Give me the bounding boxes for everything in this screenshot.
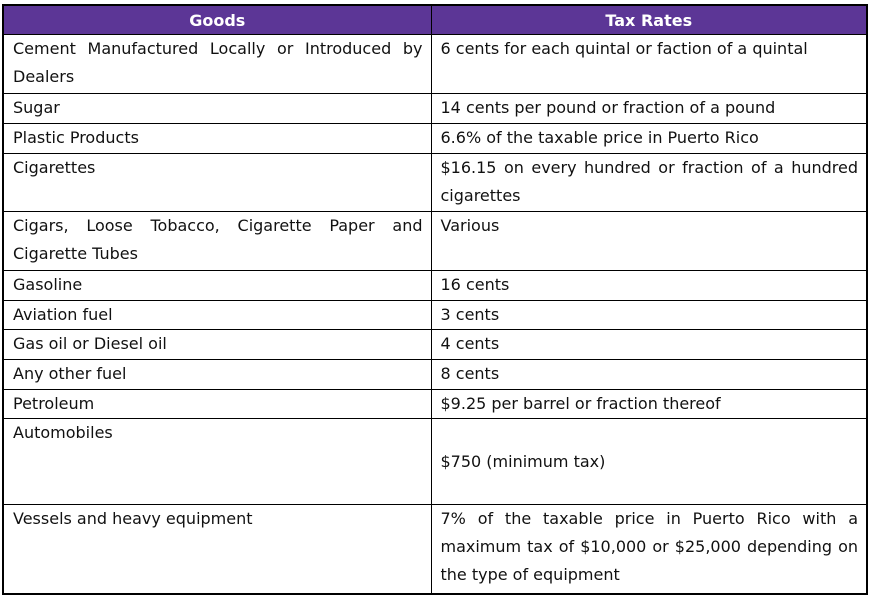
- goods-cell: Plastic Products: [3, 124, 431, 154]
- tax-rate-cell: Various: [431, 212, 867, 271]
- tax-rate-cell: $750 (minimum tax): [431, 419, 867, 505]
- tax-rate-cell: $16.15 on every hundred or fraction of a hundred cigarettes: [431, 154, 867, 212]
- tax-rate-cell: 14 cents per pound or fraction of a pound: [431, 94, 867, 124]
- tax-rate-cell: 3 cents: [431, 301, 867, 330]
- goods-cell: Cigars, Loose Tobacco, Cigarette Paper and Cigarette Tubes: [3, 212, 431, 271]
- table-row: [3, 419, 867, 505]
- table-row: [3, 390, 867, 419]
- tax-rate-cell: 8 cents: [431, 360, 867, 390]
- table-row: [3, 124, 867, 154]
- table-row: [3, 94, 867, 124]
- table-row: [3, 360, 867, 390]
- table-row: [3, 271, 867, 301]
- goods-cell: Gasoline: [3, 271, 431, 301]
- goods-cell: Petroleum: [3, 390, 431, 419]
- header-goods: Goods: [3, 5, 431, 35]
- header-tax-rates: Tax Rates: [431, 5, 867, 35]
- table-row: [3, 212, 867, 271]
- table-row: [3, 330, 867, 360]
- goods-cell: Sugar: [3, 94, 431, 124]
- tax-rate-cell: $9.25 per barrel or fraction thereof: [431, 390, 867, 419]
- table-row: [3, 505, 867, 594]
- tax-rates-table: [2, 4, 868, 595]
- table-row: [3, 301, 867, 330]
- goods-cell: Any other fuel: [3, 360, 431, 390]
- table-row: [3, 35, 867, 94]
- goods-cell: Cigarettes: [3, 154, 431, 212]
- table-row: [3, 154, 867, 212]
- goods-cell: Aviation fuel: [3, 301, 431, 330]
- tax-rate-cell: 4 cents: [431, 330, 867, 360]
- tax-rate-cell: 6 cents for each quintal or faction of a quintal: [431, 35, 867, 94]
- header-row: [3, 5, 867, 35]
- tax-rate-cell: 7% of the taxable price in Puerto Rico with a maximum tax of $10,000 or $25,000 depending on the type of equipment: [431, 505, 867, 594]
- goods-cell: Vessels and heavy equipment: [3, 505, 431, 594]
- goods-cell: Gas oil or Diesel oil: [3, 330, 431, 360]
- tax-rate-cell: 16 cents: [431, 271, 867, 301]
- tax-rate-cell: 6.6% of the taxable price in Puerto Rico: [431, 124, 867, 154]
- goods-cell: Automobiles: [3, 419, 431, 505]
- goods-cell: Cement Manufactured Locally or Introduced by Dealers: [3, 35, 431, 94]
